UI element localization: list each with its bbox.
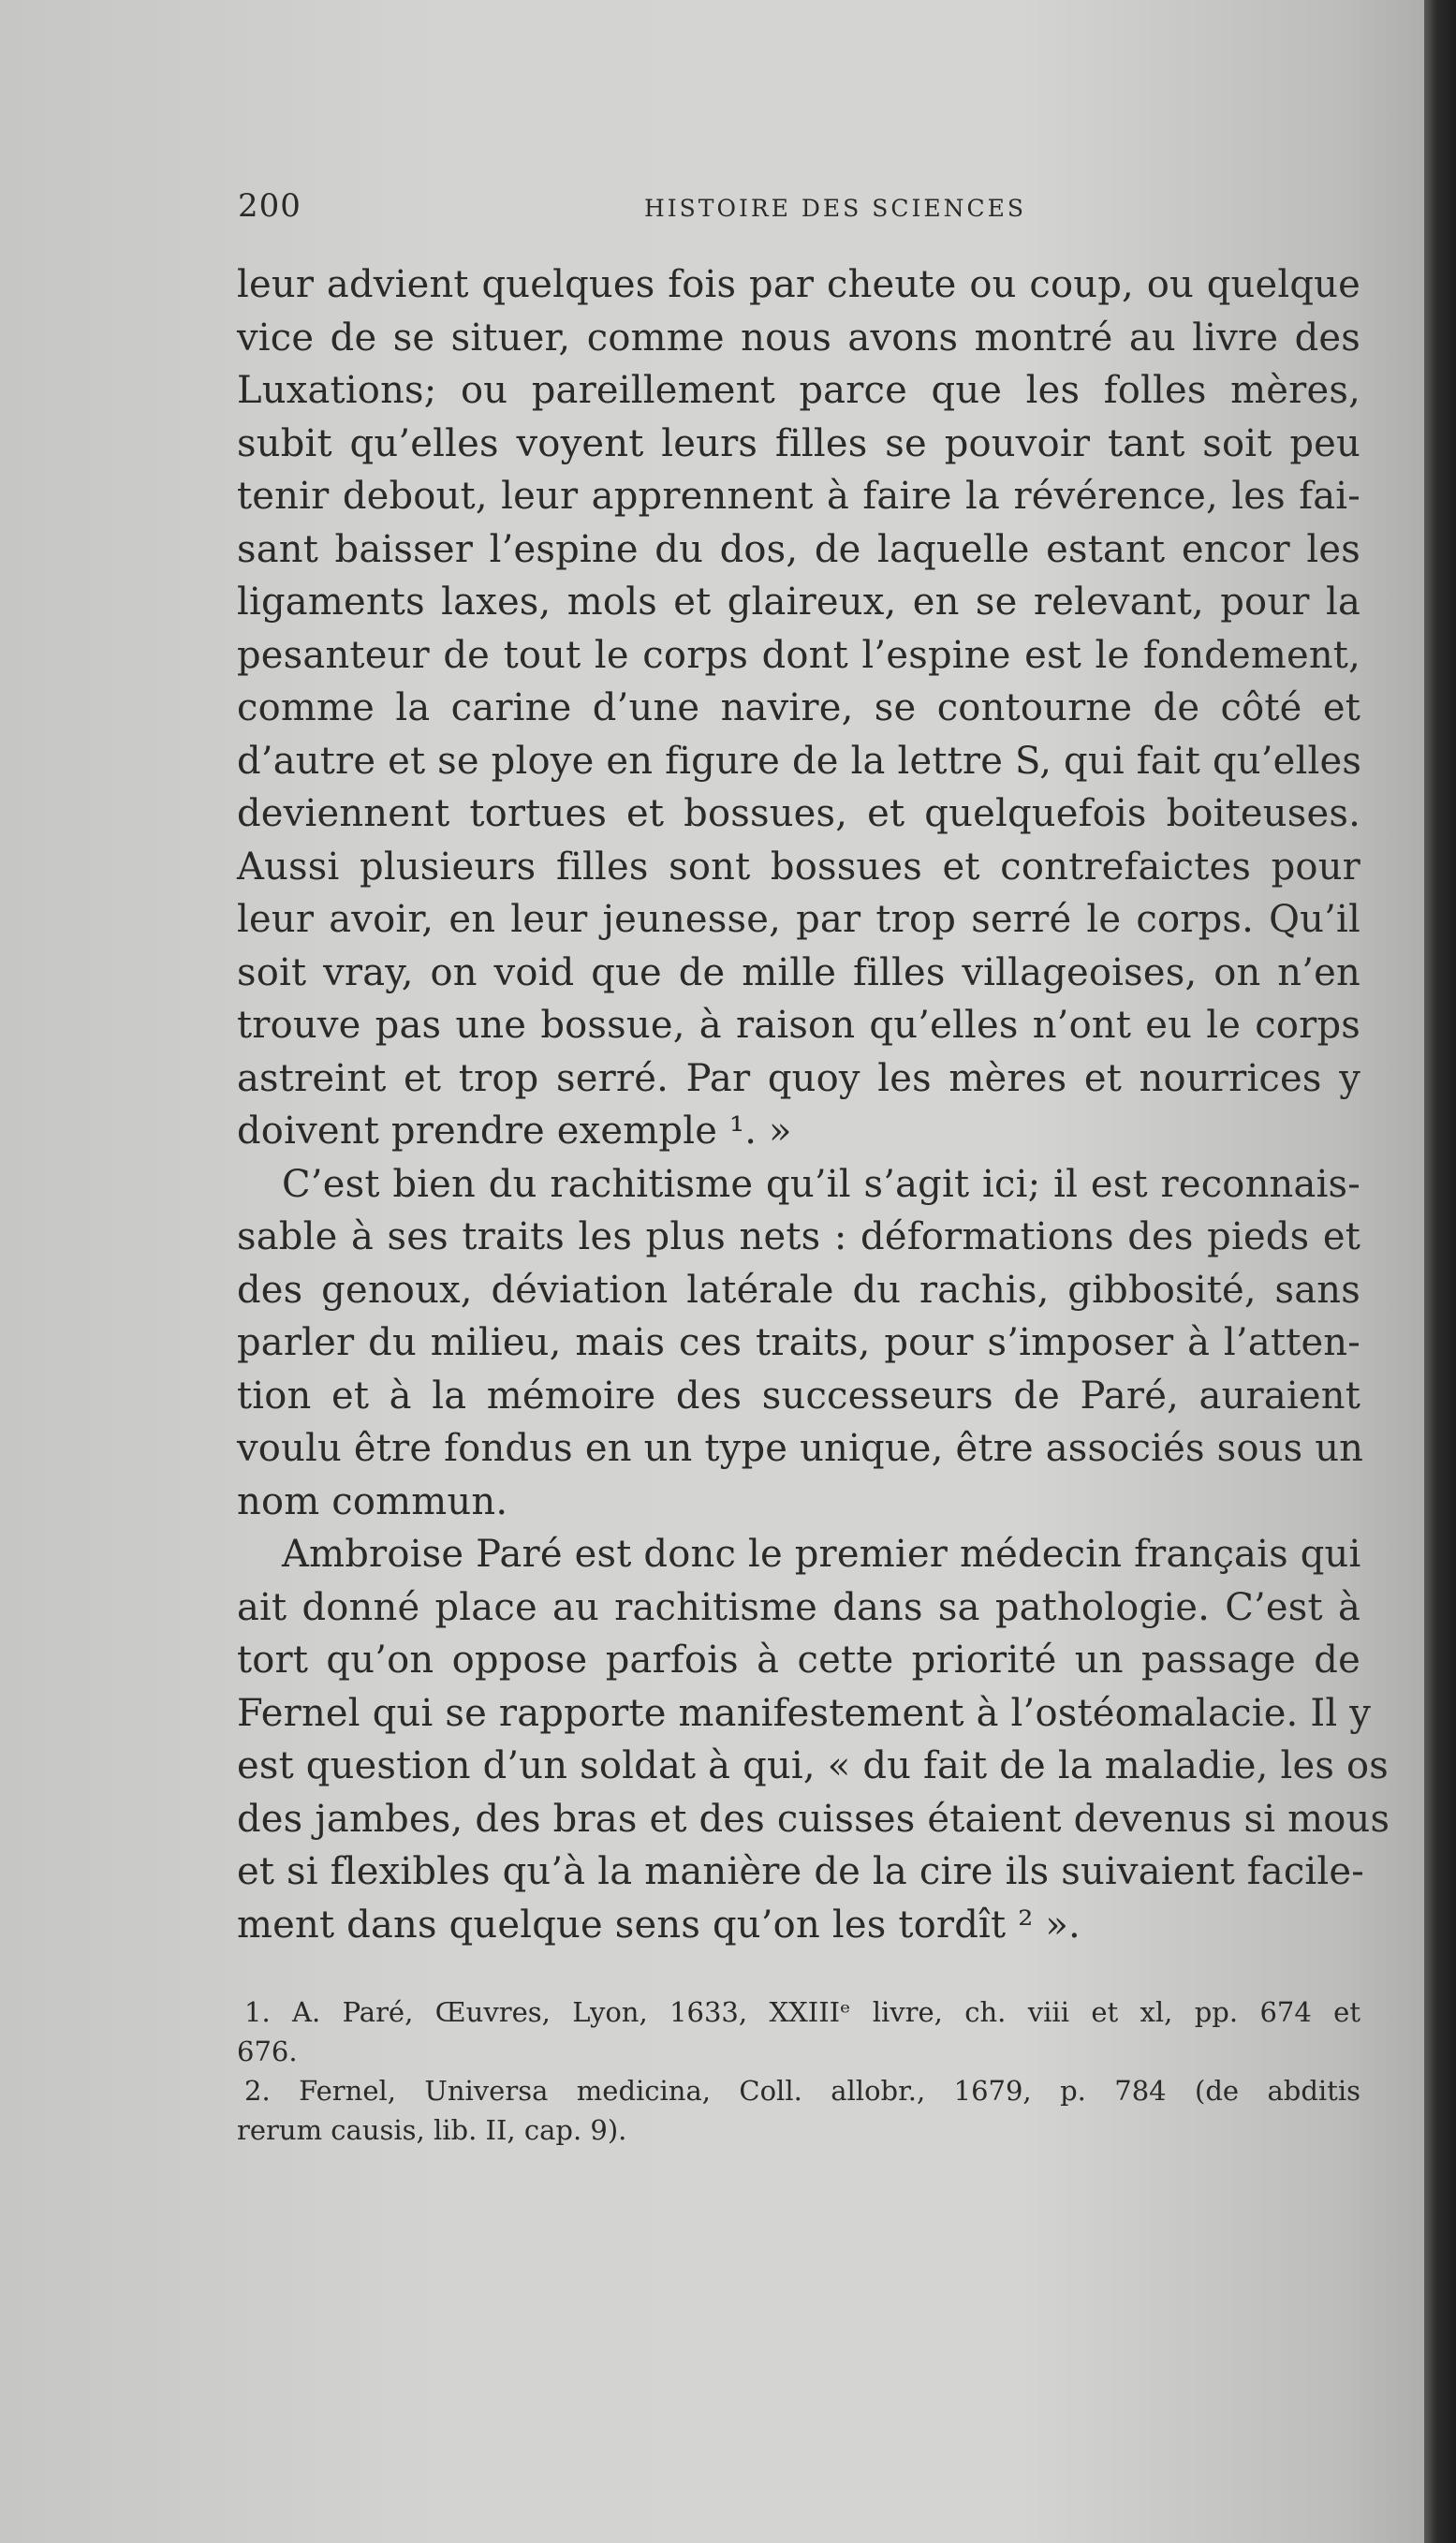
text-line: sant baisser l’espine du dos, de laquelle estant encor les [237, 527, 1360, 571]
text-line: Fernel qui se rapporte manifestement à l’ostéomalacie. Il y [237, 1691, 1372, 1735]
text-line: comme la carine d’une navire, se contourne de côté et [237, 686, 1360, 729]
text-line: subit qu’elles voyent leurs filles se pouvoir tant soit peu [237, 421, 1360, 465]
text-line: ait donné place au rachitisme dans sa pathologie. C’est à [237, 1585, 1360, 1629]
footnote-2: 2. Fernel, Universa medicina, Coll. allobr., 1679, p. 784 (de abditis [244, 2075, 1360, 2107]
text-line: vice de se situer, comme nous avons montré au livre des [237, 316, 1360, 360]
text-line: doivent prendre exemple ¹. » [237, 1110, 792, 1153]
text-line: astreint et trop serré. Par quoy les mères et nourrices y [237, 1056, 1360, 1100]
text-line: nom commun. [237, 1479, 508, 1523]
footnote-1-continuation: 676. [237, 2036, 298, 2067]
text-line: et si flexibles qu’à la manière de la cire ils suivaient facile- [237, 1850, 1364, 1893]
text-line: deviennent tortues et bossues, et quelquefois boiteuses. [237, 792, 1360, 835]
text-line: sable à ses traits les plus nets : déformations des pieds et [237, 1215, 1360, 1258]
running-head [234, 187, 1358, 234]
text-line: ment dans quelque sens qu’on les tordît ² ». [237, 1903, 1081, 1947]
page-binding-edge [1424, 0, 1456, 2543]
footnote-2-continuation: rerum causis, lib. II, cap. 9). [237, 2114, 627, 2146]
body-text [237, 258, 1390, 1951]
text-line: Aussi plusieurs filles sont bossues et contrefaictes pour [237, 845, 1360, 889]
text-line: tort qu’on oppose parfois à cette priorité un passage de [237, 1639, 1360, 1682]
footnotes [237, 1992, 1360, 2150]
text-line: trouve pas une bossue, à raison qu’elles n’ont eu le corps [237, 1004, 1360, 1047]
text-line: d’autre et se ploye en figure de la lettre S, qui fait qu’elles [237, 739, 1362, 783]
text-line: tenir debout, leur apprennent à faire la révérence, les fai- [237, 475, 1360, 518]
text-line: des jambes, des bras et des cuisses étaient devenus si mous [237, 1797, 1390, 1841]
text-line: Ambroise Paré est donc le premier médecin français qui [282, 1533, 1361, 1576]
text-line: est question d’un soldat à qui, « du fait de la maladie, les os [237, 1744, 1390, 1787]
text-line: leur advient quelques fois par cheute ou coup, ou quelque [237, 263, 1360, 306]
running-title: HISTOIRE DES SCIENCES [644, 195, 1026, 222]
page-number: 200 [238, 187, 301, 225]
text-line: C’est bien du rachitisme qu’il s’agit ici; il est reconnais- [282, 1162, 1360, 1206]
text-line: soit vray, on void que de mille filles villageoises, on n’en [237, 950, 1360, 994]
text-line: ligaments laxes, mols et glaireux, en se relevant, pour la [237, 581, 1360, 624]
text-line: leur avoir, en leur jeunesse, par trop serré le corps. Qu’il [237, 898, 1360, 941]
text-line: des genoux, déviation latérale du rachis, gibbosité, sans [237, 1268, 1360, 1312]
text-line: voulu être fondus en un type unique, être associés sous un [237, 1427, 1364, 1470]
text-line: Luxations; ou pareillement parce que les folles mères, [237, 369, 1360, 412]
text-line: tion et à la mémoire des successeurs de Paré, auraient [237, 1374, 1360, 1418]
text-line: parler du milieu, mais ces traits, pour s’imposer à l’atten- [237, 1321, 1360, 1364]
text-line: pesanteur de tout le corps dont l’espine est le fondement, [237, 633, 1360, 677]
footnote-1: 1. A. Paré, Œuvres, Lyon, 1633, XXIIIᵉ livre, ch. viii et xl, pp. 674 et [244, 1996, 1360, 2028]
